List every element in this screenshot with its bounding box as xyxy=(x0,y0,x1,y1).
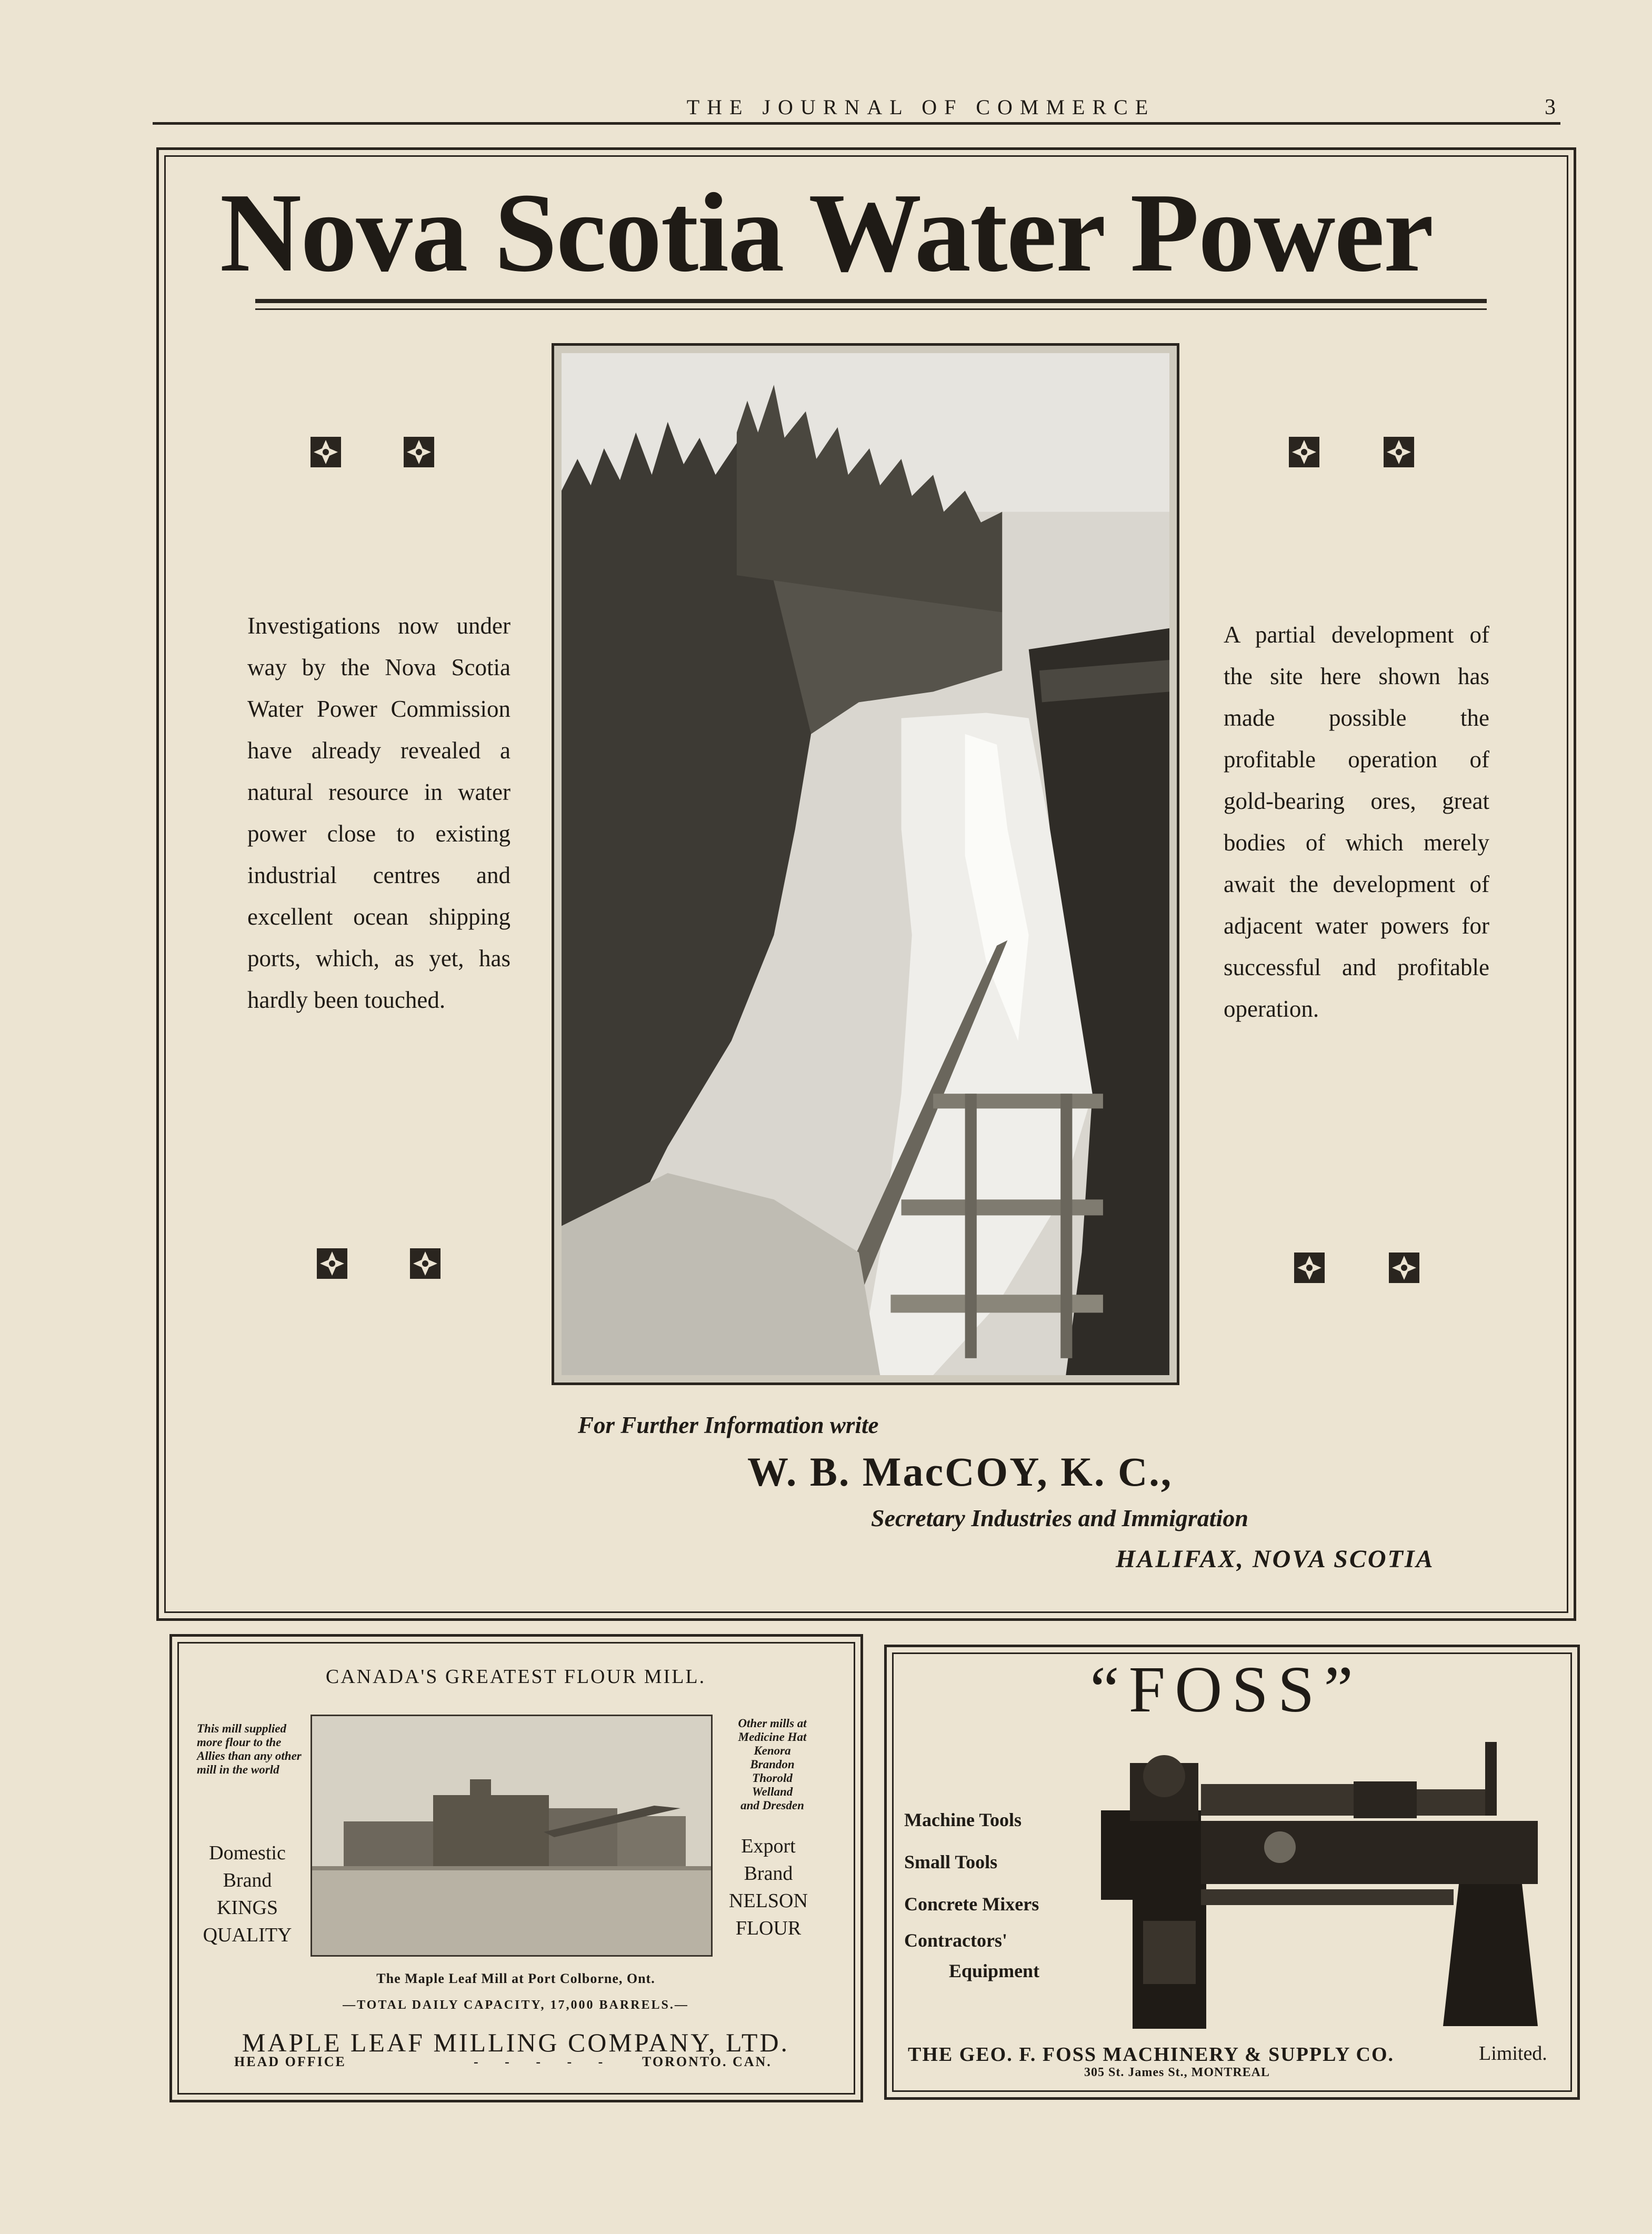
contact-lead: For Further Information write xyxy=(578,1412,879,1438)
mill-place: Thorold xyxy=(752,1771,793,1785)
header-rule xyxy=(153,122,1560,125)
running-header-title: THE JOURNAL OF COMMERCE xyxy=(686,95,1156,119)
brand-line: Brand xyxy=(744,1862,793,1885)
foss-product: Machine Tools xyxy=(904,1809,1022,1830)
ornament-icon xyxy=(1388,1251,1420,1284)
ornament-icon xyxy=(1293,1251,1326,1284)
mill-caption: The Maple Leaf Mill at Port Colborne, Ont. xyxy=(376,1971,655,1986)
ornament-icon xyxy=(1288,436,1320,468)
domestic-brand xyxy=(195,1839,300,1949)
left-column-text: Investigations now under way by the Nova Scotia Water Power Commission have already revealed a natural resource in water power close to existing industrial centres and excellent ocean shipping ports, which, as yet, has hardly been touched. xyxy=(247,613,510,1013)
foss-product: Contractors' xyxy=(904,1930,1007,1951)
right-column-text: A partial development of the site here shown has made possible the profitable operation of gold-bearing ores, great bodies of which merely await the development of adjacent water powers for successful and profitable operation. xyxy=(1224,622,1489,1022)
foss-brand: “FOSS” xyxy=(1090,1654,1363,1726)
ornament-icon xyxy=(309,436,342,468)
head-office-dashes: - - - - - xyxy=(474,2054,615,2069)
foss-company-name: THE GEO. F. FOSS MACHINERY & SUPPLY CO. xyxy=(908,2043,1395,2066)
brand-line: KINGS xyxy=(216,1897,278,1919)
ornament-icon xyxy=(1383,436,1415,468)
lathe-illustration xyxy=(1080,1731,1561,2034)
waterfall-photo xyxy=(552,343,1179,1385)
ornament-icon xyxy=(316,1247,348,1280)
foss-product-list xyxy=(904,1799,1039,1986)
foss-limited: Limited. xyxy=(1479,2042,1547,2065)
contact-name: W. B. MacCOY, K. C., xyxy=(747,1449,1173,1495)
foss-product: Equipment xyxy=(949,1960,1040,1981)
head-office-city: TORONTO. CAN. xyxy=(642,2054,772,2069)
mill-place: Medicine Hat xyxy=(738,1730,807,1744)
mill-photo xyxy=(311,1715,713,1957)
export-brand xyxy=(716,1832,821,1942)
mill-company-name: MAPLE LEAF MILLING COMPANY, LTD. xyxy=(242,2028,790,2057)
head-office-label: HEAD OFFICE xyxy=(234,2054,346,2069)
brand-line: FLOUR xyxy=(735,1917,802,1939)
mill-place: Kenora xyxy=(754,1744,791,1757)
headline-rule xyxy=(255,299,1487,303)
brand-line: Export xyxy=(741,1835,796,1857)
mill-note-left: This mill supplied more flour to the Allies than any other mill in the world xyxy=(197,1722,302,1776)
mill-place: Welland xyxy=(752,1785,793,1798)
brand-line: QUALITY xyxy=(203,1924,292,1946)
contact-address: HALIFAX, NOVA SCOTIA xyxy=(1116,1545,1435,1573)
mill-capacity: —TOTAL DAILY CAPACITY, 17,000 BARRELS.— xyxy=(343,1998,689,2012)
foss-product: Small Tools xyxy=(904,1851,998,1872)
brand-line: Brand xyxy=(223,1869,272,1891)
page-number: 3 xyxy=(1545,95,1556,119)
contact-title: Secretary Industries and Immigration xyxy=(871,1505,1248,1531)
brand-line: NELSON xyxy=(729,1890,808,1912)
ornament-icon xyxy=(409,1247,442,1280)
mill-place: Brandon xyxy=(750,1758,795,1771)
ad-headline: Nova Scotia Water Power xyxy=(219,169,1433,295)
brand-line: Domestic xyxy=(209,1842,286,1864)
mill-note-right xyxy=(716,1717,829,1812)
ornament-icon xyxy=(403,436,435,468)
flour-ad-heading: CANADA'S GREATEST FLOUR MILL. xyxy=(325,1666,706,1688)
mill-place: and Dresden xyxy=(740,1799,804,1812)
foss-address: 305 St. James St., MONTREAL xyxy=(1084,2066,1270,2079)
headline-rule-thin xyxy=(255,308,1487,310)
mill-note-intro: Other mills at xyxy=(738,1717,807,1730)
foss-product: Concrete Mixers xyxy=(904,1894,1039,1915)
